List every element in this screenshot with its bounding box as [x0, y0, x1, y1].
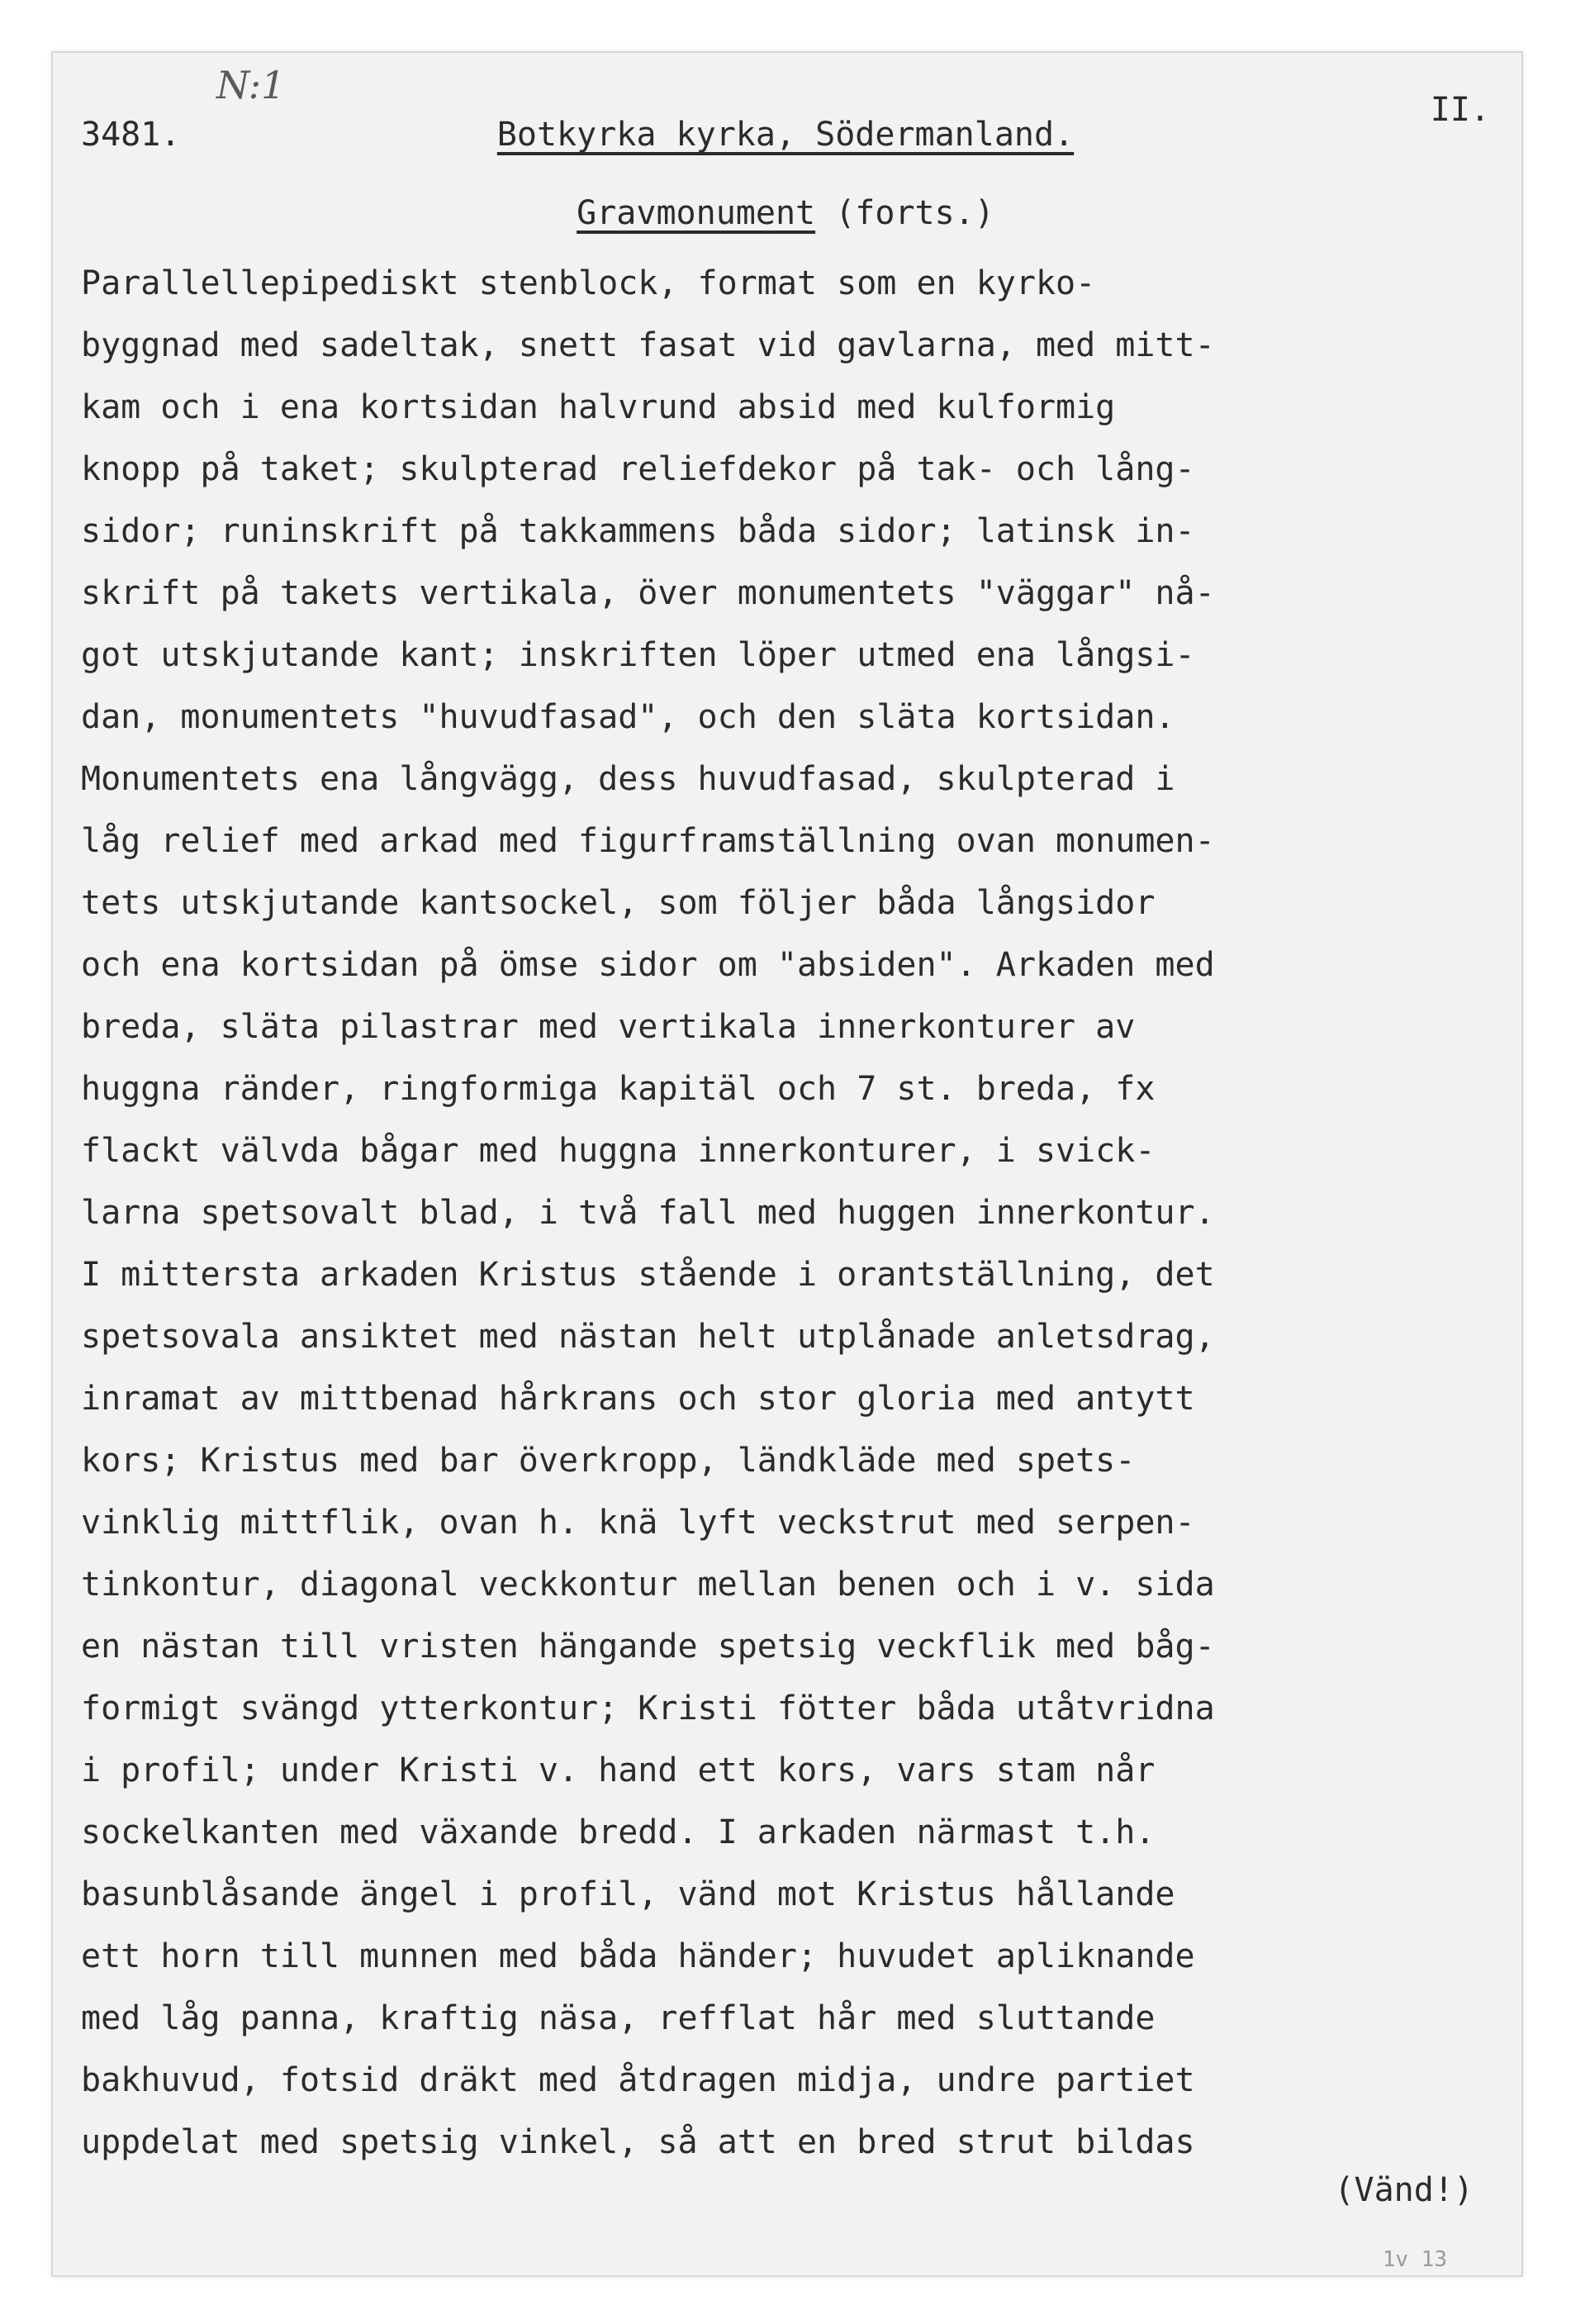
text-line: tinkontur, diagonal veckkontur mellan benen och i v. sida — [81, 1566, 1215, 1604]
footer-marks: 1v 13 — [1382, 2247, 1447, 2272]
text-line: bakhuvud, fotsid dräkt med åtdragen midja, undre partiet — [81, 2061, 1195, 2099]
text-line: dan, monumentets "huvudfasad", och den släta kortsidan. — [81, 698, 1175, 736]
text-line: kam och i ena kortsidan halvrund absid med kulformig — [81, 388, 1116, 426]
text-line: och ena kortsidan på ömse sidor om "absiden". Arkaden med — [81, 946, 1215, 984]
text-line: flackt välvda bågar med huggna innerkonturer, i svick- — [81, 1132, 1156, 1170]
text-line: spetsovala ansiktet med nästan helt utplånade anletsdrag, — [81, 1318, 1215, 1356]
text-line: uppdelat med spetsig vinkel, så att en bred strut bildas — [81, 2123, 1195, 2161]
text-line: en nästan till vristen hängande spetsig veckflik med båg- — [81, 1628, 1215, 1666]
description-text — [81, 253, 1543, 2174]
text-line: Parallellepipediskt stenblock, format som en kyrko- — [81, 264, 1096, 302]
text-line: got utskjutande kant; inskriften löper utmed ena långsi- — [81, 636, 1195, 674]
text-line: basunblåsande ängel i profil, vänd mot Kristus hållande — [81, 1875, 1175, 1913]
text-line: breda, släta pilastrar med vertikala innerkonturer av — [81, 1008, 1136, 1046]
card-title-wrap — [0, 116, 1571, 154]
section-subtitle — [0, 194, 1571, 232]
text-line: formigt svängd ytterkontur; Kristi fötter båda utåtvridna — [81, 1690, 1215, 1728]
text-line: låg relief med arkad med figurframställning ovan monumen- — [81, 822, 1215, 860]
turn-over-note: (Vänd!) — [1334, 2171, 1474, 2209]
text-line: larna spetsovalt blad, i två fall med huggen innerkontur. — [81, 1194, 1215, 1232]
text-line: I mittersta arkaden Kristus stående i orantställning, det — [81, 1256, 1215, 1294]
text-line: byggnad med sadeltak, snett fasat vid gavlarna, med mitt- — [81, 326, 1215, 364]
subtitle-underlined: Gravmonument — [577, 194, 816, 232]
text-line: sidor; runinskrift på takkammens båda sidor; latinsk in- — [81, 512, 1195, 550]
text-line: skrift på takets vertikala, över monumentets "väggar" nå- — [81, 574, 1215, 612]
text-line: ett horn till munnen med båda händer; huvudet apliknande — [81, 1937, 1195, 1975]
text-line: knopp på taket; skulpterad reliefdekor på tak- och lång- — [81, 450, 1195, 488]
text-line: inramat av mittbenad hårkrans och stor gloria med antytt — [81, 1380, 1195, 1418]
text-line: Monumentets ena långvägg, dess huvudfasad, skulpterad i — [81, 760, 1175, 798]
sheet-number: II. — [1430, 91, 1490, 129]
catalog-number: 3481. — [81, 116, 181, 154]
card-title: Botkyrka kyrka, Södermanland. — [496, 116, 1075, 154]
subtitle-rest: (forts.) — [815, 194, 994, 232]
text-line: kors; Kristus med bar överkropp, ländkläde med spets- — [81, 1442, 1136, 1480]
text-line: sockelkanten med växande bredd. I arkaden närmast t.h. — [81, 1813, 1156, 1851]
text-line: huggna ränder, ringformiga kapitäl och 7 st. breda, fx — [81, 1070, 1156, 1108]
text-line: med låg panna, kraftig näsa, refflat hår med sluttande — [81, 1999, 1156, 2037]
text-line: i profil; under Kristi v. hand ett kors, vars stam når — [81, 1751, 1156, 1789]
text-line: vinklig mittflik, ovan h. knä lyft veckstrut med serpen- — [81, 1504, 1195, 1542]
text-line: tets utskjutande kantsockel, som följer båda långsidor — [81, 884, 1156, 922]
handwritten-note: N:1 — [216, 63, 286, 107]
